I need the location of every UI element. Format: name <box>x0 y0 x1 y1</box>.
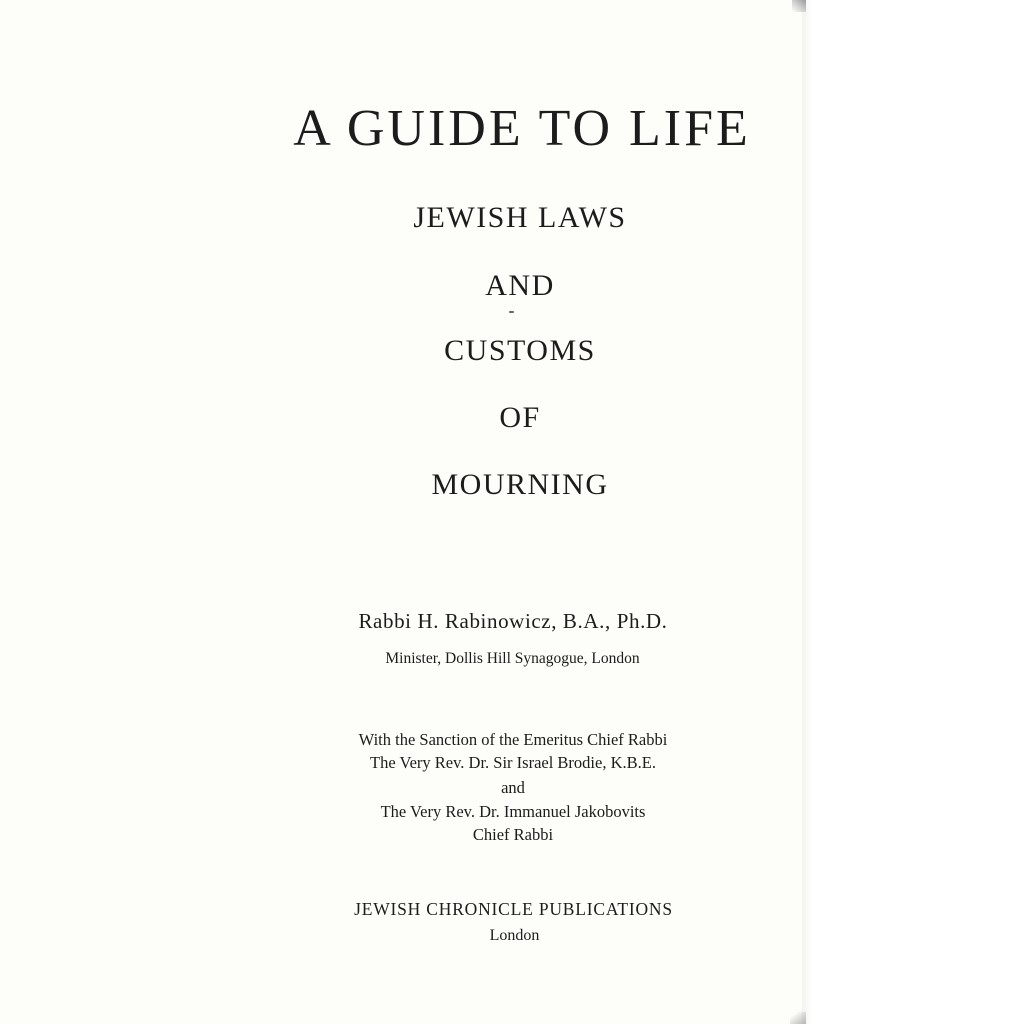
subtitle-line-3: CUSTOMS <box>444 334 596 367</box>
author-position: Minister, Dollis Hill Synagogue, London <box>385 650 640 667</box>
subtitle-line-4: OF <box>499 401 541 434</box>
page-corner-bottom <box>790 1012 806 1024</box>
page-corner-top <box>792 0 806 12</box>
book-title: A GUIDE TO LIFE <box>293 100 751 157</box>
publisher-city: London <box>489 927 540 944</box>
sanction-line-2: The Very Rev. Dr. Sir Israel Brodie, K.B.E. <box>370 753 656 772</box>
subtitle-line-2: AND <box>485 269 555 302</box>
sanction-line-5: Chief Rabbi <box>472 825 554 844</box>
publisher-name: JEWISH CHRONICLE PUBLICATIONS <box>354 899 673 919</box>
sanction-line-3: and <box>501 778 525 797</box>
subtitle-line-1: JEWISH LAWS <box>413 201 627 234</box>
sanction-line-4: The Very Rev. Dr. Immanuel Jakobovits <box>380 802 646 821</box>
ink-fleck <box>509 311 514 313</box>
subtitle-line-5: MOURNING <box>431 468 609 501</box>
sanction-line-1: With the Sanction of the Emeritus Chief Rabbi <box>358 730 668 749</box>
author-name: Rabbi H. Rabinowicz, B.A., Ph.D. <box>358 609 668 633</box>
